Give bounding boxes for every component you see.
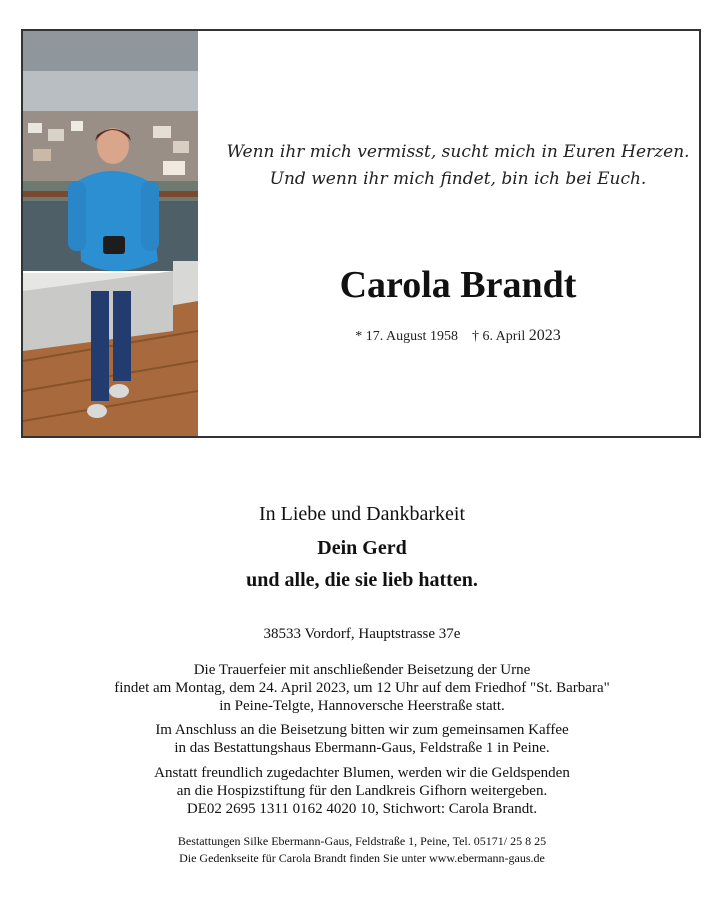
funeral-info-line: findet am Montag, dem 24. April 2023, um 12 Uhr auf dem Friedhof "St. Barbara" [114,680,610,696]
memorial-page-link: Die Gedenkseite für Carola Brandt finden Sie unter www.ebermann-gaus.de [179,851,545,865]
death-date: 6. April [482,329,526,344]
life-dates [219,327,697,345]
donation-iban: DE02 2695 1311 0162 4020 10, Stichwort: Carola Brandt. [186,801,538,817]
mourners-others: und alle, die sie lieb hatten. [246,569,478,591]
funeral-info-line: Die Trauerfeier mit anschließender Beisetzung der Urne [193,662,531,678]
death-year: 2023 [528,327,561,344]
mourners-primary: Dein Gerd [317,537,407,559]
quote-line-2: Und wenn ihr mich findet, bin ich bei Euch. [269,169,647,189]
coffee-info-line: Im Anschluss an die Beisetzung bitten wir zum gemeinsamen Kaffee [155,722,569,738]
funeral-info-line: in Peine-Telgte, Hannoversche Heerstraße statt. [219,698,505,714]
coffee-info-line: in das Bestattungshaus Ebermann-Gaus, Feldstraße 1 in Peine. [174,740,550,756]
mourners-intro: In Liebe und Dankbarkeit [258,503,466,525]
donation-info [0,764,724,818]
quote-line-1: Wenn ihr mich vermisst, sucht mich in Euren Herzen. [226,142,690,162]
funeral-info [0,661,724,715]
obituary-card [21,29,701,438]
cross-icon: † [471,329,479,344]
memorial-quote [219,139,697,193]
donation-info-line: Anstatt freundlich zugedachter Blumen, werden wir die Geldspenden [154,765,570,781]
funeral-home-contact: Bestattungen Silke Ebermann-Gaus, Feldstraße 1, Peine, Tel. 05171/ 25 8 25 [177,834,547,848]
coffee-info [0,721,724,757]
family-address: 38533 Vordorf, Hauptstrasse 37e [263,626,461,642]
deceased-name: Carola Brandt [339,264,577,306]
photo-image [23,31,198,436]
portrait-photo [23,31,198,436]
birth-date: * 17. August 1958 [355,329,458,344]
donation-info-line: an die Hospizstiftung für den Landkreis Gifhorn weitergeben. [176,783,548,799]
